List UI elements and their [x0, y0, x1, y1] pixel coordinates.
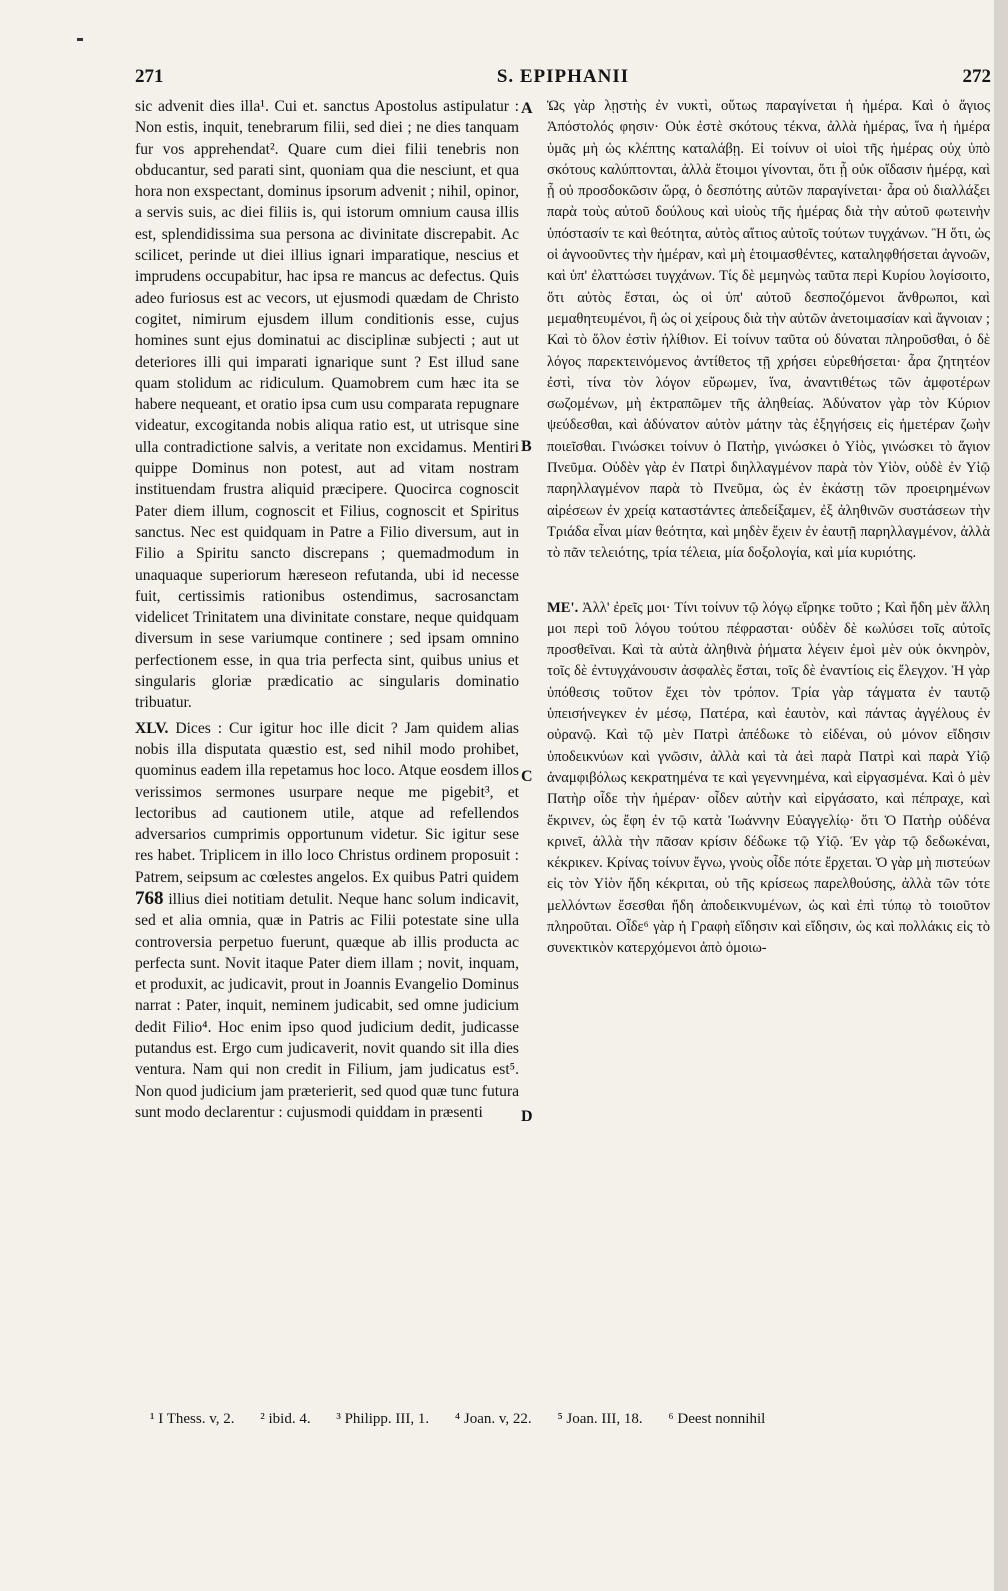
section-number-latin: XLV. — [135, 719, 169, 737]
right-page-number: 272 — [962, 66, 991, 87]
marker-a: A — [521, 100, 533, 117]
greek-paragraph-2 — [547, 598, 990, 960]
latin-paragraph-2-text-b: illius diei notitiam detulit. Neque hanc solum indicavit, sed et alia omnia, quæ in Patris ac Filii potestate sine ulla controversia perpetuo fuerunt, quæque ab illis producta ac perfecta sunt. Novit itaque Pater diem illam ; novit, inquam, et produxit, ac judicavit, prout in Joannis Evangelio Dominus narrat : Pater, inquit, neminem judicabit, sed omne judicium dedit Filio⁴. Hoc enim ipso quod judicium dedit, judicasse putandus est. Ergo cum judicaverit, novit quando sit illa dies ventura. Nam qui non credit in Filium, jam judicatus est⁵. Non quod judicium jam præterierit, sed quod quæ tunc futura sunt modo declarentur : cujusmodi quiddam in præsenti — [135, 890, 519, 1121]
margin-markers — [521, 0, 545, 1591]
running-header — [135, 66, 991, 92]
latin-paragraph-2 — [135, 718, 519, 1124]
latin-paragraph-2-text-a: Dices : Cur igitur hoc ille dicit ? Jam quidem alias nobis illa disputata quæstio est, sed nihil modo prohibet, quominus eadem illa repetamus hoc loco. Atque eosdem illos verissimos sermones usurpare neque me pigebit³, et lectoribus ad cautionem utile, atque ad refellendos adversarios cumprimis opportunum videtur. Sic igitur sese res habet. Triplicem in illo loco Christus ordinem proposuit : Patrem, seipsum ac cœlestes angelos. Ex quibus Patri quidem — [135, 719, 519, 886]
footnotes — [150, 1411, 990, 1428]
left-page-number: 271 — [135, 66, 164, 87]
greek-column — [547, 96, 990, 960]
marker-c: C — [521, 768, 533, 785]
marker-d: D — [521, 1108, 533, 1125]
footnote-2: ² ibid. 4. — [260, 1411, 311, 1427]
latin-column — [135, 96, 519, 1123]
running-title: S. EPIPHANII — [496, 66, 630, 87]
scan-mark — [77, 38, 83, 41]
footnote-1: ¹ I Thess. v, 2. — [150, 1411, 235, 1427]
marker-b: B — [521, 438, 532, 455]
footnote-6: ⁶ Deest nonnihil — [668, 1411, 766, 1427]
greek-paragraph-1: Ὡς γὰρ λῃστὴς ἐν νυκτὶ, οὕτως παραγίνεται ἡ ἡμέρα. Καὶ ὁ ἅγιος Ἀπόστολός φησιν· Οὐκ ἐστὲ σκότους τέκνα, ἀλλὰ ἡμέρας, ἵνα ἡ ἡμέρα ὑμᾶς μὴ ὡς κλέπτης καταλάβῃ. Εἰ τοίνυν οἱ υἱοὶ τῆς ἡμέρας οὐχ ὑπὸ σκότους καλύπτονται, ἀλλὰ ἕτοιμοι γίνονται, ὅτι ᾗ οὐκ οἴδασιν ἡμέρᾳ, καὶ ᾗ οὐ προσδοκῶσιν ὥρᾳ, ὁ δεσπότης αὐτῶν παραγίνεται· ἆρα οὐ διαλλάξει παρὰ τοὺς αὐτοῦ δούλους καὶ υἱοὺς τῆς ἡμέρας διὰ τὴν αὐτοῦ φωτεινὴν ὑπόστασίν τε καὶ θεότητα, αὐτὸς αἴτιος αὐτοῖς τούτων τυγχάνων. Ἢ ὅτι, ὡς οἱ ἀγνοοῦντες τὴν ἡμέραν, καὶ μὴ ἑτοιμασθέντες, καταληφθήσεται ἀγνοῶν, καὶ ὑπ' ἐλαττώσει τυγχάνων. Τίς δὲ μεμηνὼς ταῦτα περὶ Κυρίου λογίσοιτο, ὅτι αὐτὸς ἔσται, ὡς οἱ ὑπ' αὐτοῦ δεσποζόμενοι ἄνθρωποι, καὶ μεμαθητευμένοι, ἢ ὡς οἱ χείρους διὰ τὴν αὐτῶν ἀνετοιμασίαν καὶ ἄγνοιαν ; Καὶ τὸ ὅλον ἐστὶν ἠλίθιον. Εἰ τοίνυν ταῦτα οὐ δύναται πληροῦσθαι, ὁ δὲ λόγος παρεκτεινόμενος ἀντίθετος τῇ χρήσει εὑρεθήσεται· ἆρα ζητητέον ἐστὶ, τίνα τὸν λόγον εὕρωμεν, ἵνα, ἀναντιθέτως τῶν ἀμφοτέρων σωζομένων, μὴ ἐκτραπῶμεν τῆς ἀληθείας. Ἀδύνατον γὰρ τὸν Κύριον ψεύδεσθαι, καὶ ἀδύνατον αὐτὸν μάτην τὰς ἐξηγήσεις εἰς ἡμετέραν ζωὴν ποιεῖσθαι. Γινώσκει τοίνυν ὁ Πατὴρ, γινώσκει ὁ Υἱὸς, γινώσκει τὸ ἅγιον Πνεῦμα. Οὐδὲν γὰρ ἐν Πατρὶ διηλλαγμένον παρὰ τὸν Υἱὸν, οὐδὲ ἐν Υἱῷ παρηλλαγμένον παρὰ τὸ Πνεῦμα, ὡς ἐν ἑκάστῃ τῶν προειρημένων αἱρέσεων ἐν χρείᾳ καταστάντες ἀπεδείξαμεν, ἐξ ἀληθινῶν συστάσεων τὴν Τριάδα εἶναι μίαν θεότητα, καὶ μηδὲν ἔχειν ἐν ἑαυτῇ παρηλλαγμένον, ἀλλὰ τὸ πᾶν τελειότης, τρία τέλεια, μία δοξολογία, καὶ μία κυριότης. — [547, 98, 990, 562]
latin-paragraph-1: sic advenit dies illa¹. Cui et. sanctus Apostolus astipulatur : Non estis, inquit, tenebrarum filii, sed diei ; ne dies tanquam fur vos apprehendat². Quare cum diei filii tenebris non obducantur, sed parati sint, quoniam qua die nesciunt, et qua hora non exspectant, dominus ipsorum advenit ; nihil, opinor, a servis suis, ac diei filiis is, qui istorum omnium causa illis est, splendidissima sua persona ac divinitate discrepabit. Ac scilicet, perinde ut diei illius ignari imparatique, nescius et imprudens occupabitur, hac ipsa re mancus ac defectus. Quis adeo furiosus est ac vecors, ut ejusmodi quædam de Christo cogitet, nimirum ejusdem illum conditionis esse, cujus homines sunt ejus dominatui ac disciplinæ subjecti ; aut ut deteriores illi qui imparati ignarique sunt ? Est illud sane quam stolidum ac ridiculum. Quamobrem cum hæc ita se habere nequeant, et oratio ipsa cum usu comparata repugnare videatur, excogitanda nobis aliqua ratio est, ut utrisque sine ulla contradictione salvis, a veritate non excidamus. Mentiri quippe Dominus non potest, aut ad vitam nostram instituendam frustra aliquid præcipere. Quocirca cognoscit Pater diem illum, cognoscit et Filius, cognoscit et Spiritus sanctus. Nec est quidquam in Patre a Filio diversum, aut in Filio a Spiritu sancto discrepans ; quemadmodum in unaquaque superiorum hæreseon refutanda, ubi id necesse fuit, certissimis rationibus ostendimus, sacrosanctam videlicet Trinitatem una divinitate constare, neque quidquam diversum in sese variumque continere ; sed ipsam omnino perfectionem esse, in qua tria perfecta sint, quibus unius et singularis gloriæ prædicatio ac singularis dominatio tribuatur. — [135, 98, 519, 712]
page-mark: 768 — [135, 887, 164, 909]
greek-paragraph-2-text: Ἀλλ' ἐρεῖς μοι· Τίνι τοίνυν τῷ λόγῳ εἴρηκε τοῦτο ; Καὶ ἤδη μὲν ἄλλη μοι περὶ τοῦ λόγου τούτου πέφρασται· οὐδὲν δὲ κωλύσει τοῖς αὐτοῖς προσθεῖναι. Καὶ τὰ αὐτὰ ἀληθινὰ ῥήματα λέγειν ἐμοὶ μὲν οὐκ ὀκνηρὸν, τοῖς δὲ ἐντυγχάνουσιν ἀσφαλὲς ἔσται, τοῖς δὲ ἐναντίοις εἰς ἔλεγχον. Ἡ γὰρ ὑπόθεσις τοῦτον ἔχει τὸν τρόπον. Τρία γὰρ τάγματα ἐν ταυτῷ ὑπεισήνεγκεν ἐν μέσῳ, Πατέρα, καὶ ἑαυτὸν, καὶ πάντας ἀγγέλους ἐν οὐρανῷ. Καὶ τῷ μὲν Πατρὶ ἀπέδωκε τὸ εἰδέναι, οὐ μόνον εἴδησιν ὑποδεικνύων καὶ γνῶσιν, ἀλλὰ καὶ τὰ ἀεὶ παρὰ Πατρὶ καὶ παρὰ Υἱῷ ἀναμφιβόλως κεκρατημένα τε καὶ γεγεννημένα, καὶ εἰργασμένα. Καὶ ὁ μὲν Πατὴρ οἶδε τὴν ἡμέραν· οἶδεν αὐτὴν καὶ εἰργάσατο, καὶ πέπραχε, καὶ ἔκρινεν, ὡς ἔφη ἐν τῷ κατὰ Ἰωάννην Εὐαγγελίῳ· ὅτι Ὁ Πατὴρ οὐδένα κρινεῖ, ἀλλὰ τὴν πᾶσαν κρίσιν δέδωκε τῷ Υἱῷ. Ἐν γὰρ τῷ δεδωκέναι, κέκρικεν. Κρίνας τοίνυν ἔγνω, γνοὺς οἶδε πότε ἔρχεται. Ὁ γὰρ μὴ πιστεύων εἰς τὸν Υἱὸν ἤδη κέκριται, οὐ τῆς κρίσεως παρελθούσης, ἀλλὰ τῶν τότε μελλόντων ἔσεσθαι ἤδη ἀποδεικνυμένων, ὡς καὶ ἐπὶ τύπῳ τὸ τοιοῦτον πληροῦται. Οἶδε⁶ γὰρ ἡ Γραφὴ εἴδησιν καὶ εἴδησιν, ὡς καὶ πολλάκις εἰς τὸ συνεκτικὸν κατερχόμενοι ἀπὸ ὁμοιω- — [547, 599, 991, 957]
footnote-3: ³ Philipp. III, 1. — [336, 1411, 430, 1427]
footnote-4: ⁴ Joan. v, 22. — [454, 1411, 532, 1427]
footnote-5: ⁵ Joan. III, 18. — [557, 1411, 643, 1427]
page-edge — [994, 0, 1008, 1591]
section-number-greek: ΜΕ'. — [547, 599, 579, 616]
